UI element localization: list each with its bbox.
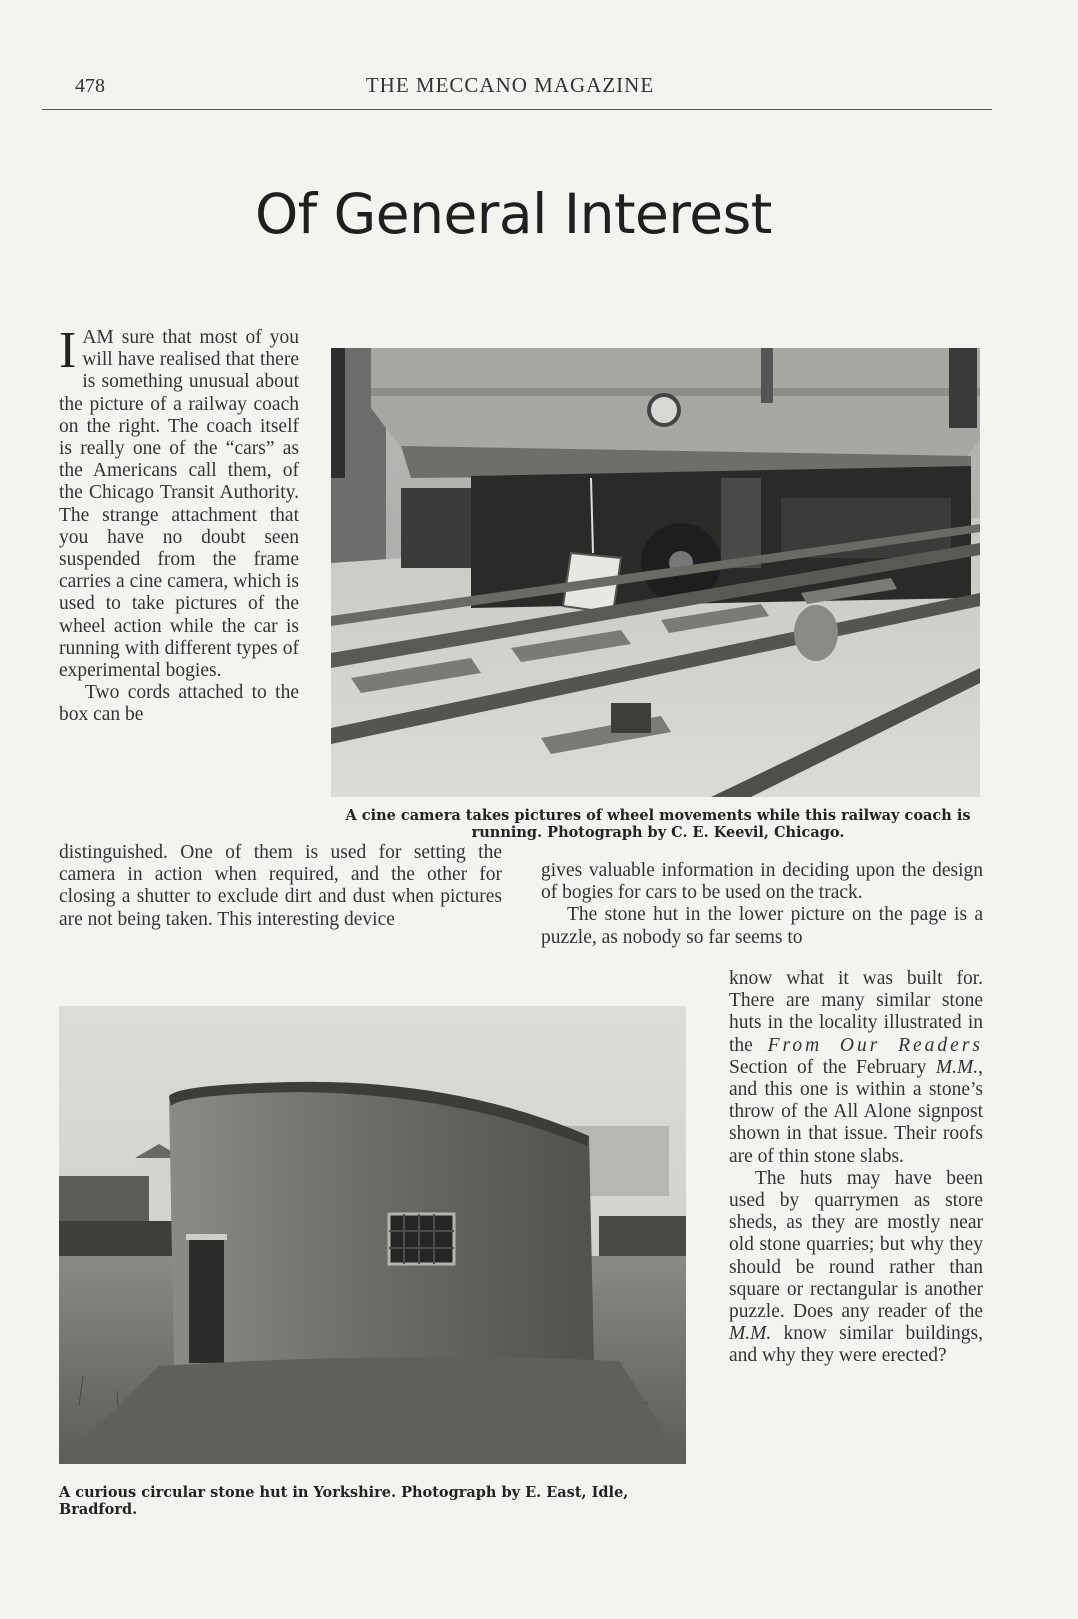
from-our-readers-ref: From Our Readers [767,1034,983,1056]
para3-part-c: , and this one is within a stone’s throw of the All Alone signpost shown in that issue. Their roofs are of thin stone slabs. [729,1056,983,1167]
mm-ref-1: M.M. [935,1056,979,1078]
para2-continuation: distinguished. One of them is used for setting the camera in action when required, and the other for closing a shutter to exclude dirt and dust when pictures are not being taken. This interesting device [59,842,502,930]
header-rule [42,109,992,110]
page-number: 478 [75,75,105,97]
stone-hut-photo [59,1006,686,1464]
intro-text: AM sure that most of you will have realised that there is something unusual about the picture of a railway coach on the right. The coach itself is really one of the “cars” as the Americans call them, of the Chicago Transit Authority. The strange attachment that you have no doubt seen suspended from the frame carries a cine camera, which is used to take pictures of the wheel action while the car is running with different types of experimental bogies. [59,327,299,682]
bottom-photo-caption: A curious circular stone hut in Yorkshire. Photograph by E. East, Idle, Bradford. [59,1484,629,1518]
para2-start: Two cords attached to the box can be [59,682,299,726]
para4-body [729,1168,983,1368]
article-title: Of General Interest [255,182,772,246]
para3-start: The stone hut in the lower picture on the page is a puzzle, as nobody so far seems to [541,904,983,948]
running-title: THE MECCANO MAGAZINE [365,73,655,97]
top-photo-caption: A cine camera takes pictures of wheel movements while this railway coach is running. Photograph by C. E. Keevil, Chicago. [345,807,971,841]
para2-end: gives valuable information in deciding upon the design of bogies for cars to be used on the track. [541,860,983,904]
right-column-narrow [729,968,983,1368]
right-column-top [541,860,983,949]
mm-ref-2: M.M. [729,1323,772,1345]
para3-part-a: know what it was built for. There are many similar stone huts in the locality illustrated in the [729,968,983,1056]
railway-coach-photo [331,348,980,797]
para4-part-b: know similar buildings, and why they were erected? [729,1323,983,1367]
drop-cap: I [59,322,77,379]
intro-paragraph [59,322,299,727]
para3-body [729,968,983,1168]
para3-part-b: Section of the February [729,1056,927,1078]
para4-part-a: The huts may have been used by quarrymen as store sheds, as they are mostly near old stone quarries; but why they should be round rather than square or rectangular is another puzzle. Does any reader of the [729,1167,983,1323]
